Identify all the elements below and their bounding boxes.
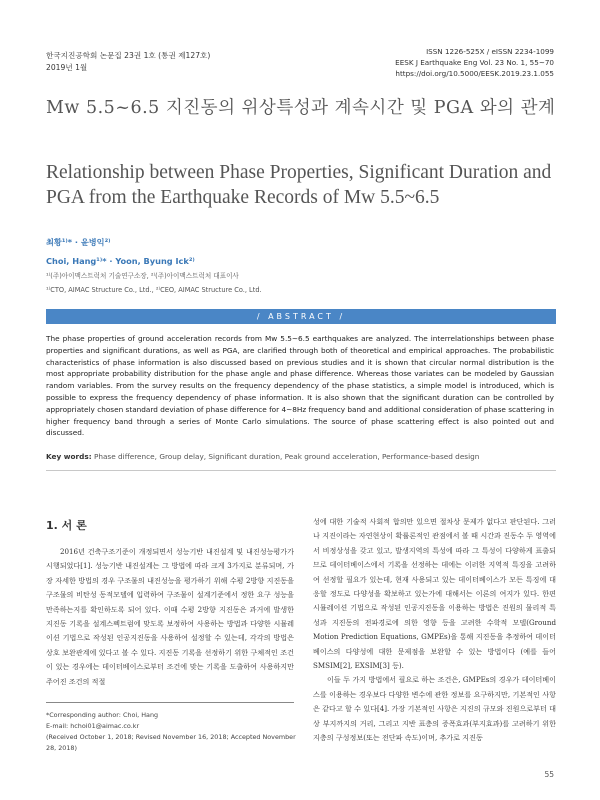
received-dates: (Received October 1, 2018; Revised November 16, 2018; Accepted November 28, 2018) <box>46 733 296 752</box>
corresponding-author-label: *Corresponding author: <box>46 711 121 719</box>
corresponding-author-name: Choi, Hang <box>122 711 159 719</box>
corresponding-author <box>46 710 296 721</box>
abstract-text: The phase properties of ground acceleration records from Mw 5.5~6.5 earthquakes are analyzed. The interrelationships between phase properties and significant durations, as well as PGA, are clarified through both of theoretical and empirical approaches. The probabilistic characteristics of phase information is also discussed based on previous studies and it is shown that circular normal distribution is the most appropriate probability distribution for the phase angle and phase difference. Whereas those variates can be modeled by Gaussian random variables. From the survey results on the frequency dependency of the phase statistics, a simple model is introduced, which is possible to express the frequency dependency of phase information. It is also shown that the significant duration can be controlled by appropriately chosen standard deviation of phase difference for 4~8Hz frequency band and additional consideration of phase scattering in higher frequency band through a series of Monte Carlo simulations. The source of phase scattering effect is also pointed out and discussed. <box>46 334 554 438</box>
section-title-introduction: 1. 서 론 <box>46 519 87 532</box>
journal-name-en: EESK J Earthquake Eng Vol. 23 No. 1, 55~70 <box>395 58 554 67</box>
affiliation-korean: ¹⁾(주)아이맥스트럭처 기술연구소장, ²⁾(주)아이맥스트럭처 대표이사 <box>46 272 239 280</box>
keywords <box>46 452 554 461</box>
intro-paragraph-2: 이들 두 가지 방법에서 필요로 하는 조건은, GMPEs의 경우가 데이터베이스를 이용하는 경우보다 다양한 변수에 관한 정보를 요구하지만, 기본적인 사항은 같다고 할 수 있다[4]. 가장 기본적인 사항은 지진의 규모와 진원으로부터 대상 부지까지의 거리, 그리고 지반 표층의 증폭효과(부지효과)를 고려하기 위한 지층의 구성정보(또는 전단파 속도)이며, 추가로 지진동 <box>313 675 556 743</box>
body-column-left <box>46 545 294 689</box>
issue-date: 2019년 1월 <box>46 63 88 72</box>
intro-paragraph-1: 2016년 건축구조기준이 개정되면서 성능기반 내진설계 및 내진성능평가가 시행되었다[1]. 성능기반 내진설계는 그 방법에 따라 크게 3가지로 분류되며, 가장 자세한 방법의 경우 구조물의 내진성능을 평가하기 위해 수평 2방향 지진동을 구조물의 비탄성 동적모델에 입력하여 구조물이 설계기준에서 정한 요구 성능을 만족하는지를 확인하도록 되어 있다. 이때 수평 2방향 지진동은 과거에 발생한 지진동 기록을 설계스펙트럼에 맞도록 보정하여 사용하는 방법과 다양한 시뮬레이션 기법으로 작성된 인공지진동을 사용하여 설정할 수 있는데, 각각의 방법은 상호 보완관계에 있다고 볼 수 있다. 지진동 기록을 선정하기 위한 구체적인 조건이 있는 경우에는 데이터베이스로부터 조건에 맞는 기록을 도출하여 사용하지만 주어진 조건의 적절 <box>46 547 294 686</box>
journal-header-right <box>395 46 554 79</box>
footnote-rule <box>46 702 294 703</box>
author-block <box>46 236 262 296</box>
journal-name-ko: 한국지진공학회 논문집 23권 1호 (통권 제127호) <box>46 51 211 60</box>
journal-header-left <box>46 50 210 74</box>
keywords-label: Key words: <box>46 452 92 461</box>
page-number: 55 <box>544 770 554 779</box>
affiliation-english: ¹⁾CTO, AIMAC Structure Co., Ltd., ²⁾CEO, AIMAC Structure Co., Ltd. <box>46 286 262 294</box>
intro-paragraph-continued: 성에 대한 기술적 사회적 합의만 있으면 절차상 문제가 없다고 판단된다. 그러나 지진이라는 자연현상이 확률론적인 관점에서 볼 때 시간과 진동수 두 영역에서 비정상성을 갖고 있고, 발생지역의 특성에 따라 그 특성이 다양하게 표출되므로 데이터베이스에서 기록을 선정하는 데에는 이러한 지역적 특징을 고려하여 선정할 필요가 있는데, 현재 사용되고 있는 데이터베이스가 모든 특징에 대응할 정도로 다양성을 확보하고 있는가에 대해서는 이론의 여지가 있다. 한편 시뮬레이션 기법으로 작성된 인공지진동을 이용하는 방법은 진원의 물리적 특성과 지진동의 전파경로에 의한 영향 등을 고려한 수학적 모델(Ground Motion Prediction Equations, GMPEs)을 통해 지진동을 추정하여 데이터베이스의 다양성에 대한 문제점을 보완할 수 있는 방법이다 (예를 들어 SMSIM[2], EXSIM[3] 등). <box>313 517 556 671</box>
issn: ISSN 1226-525X / eISSN 2234-1099 <box>426 47 554 56</box>
title-korean: Mw 5.5~6.5 지진동의 위상특성과 계속시간 및 PGA 와의 관계 <box>46 98 556 118</box>
keywords-list: Phase difference, Group delay, Significant duration, Peak ground acceleration, Performance-based design <box>93 452 480 461</box>
body-column-right <box>313 515 556 746</box>
section-divider <box>46 470 556 471</box>
abstract-heading: / ABSTRACT / <box>46 309 556 324</box>
author-email[interactable]: E-mail: hchoi01@aimac.co.kr <box>46 722 140 730</box>
authors-english: Choi, Hang¹⁾* · Yoon, Byung Ick²⁾ <box>46 256 195 266</box>
title-english: Relationship between Phase Properties, Significant Duration and PGA from the Earthquake Records of Mw 5.5~6.5 <box>46 162 552 208</box>
footnote <box>46 710 296 754</box>
doi-link[interactable]: https://doi.org/10.5000/EESK.2019.23.1.055 <box>395 69 554 78</box>
authors-korean: 최황¹⁾* · 윤병익²⁾ <box>46 237 111 247</box>
